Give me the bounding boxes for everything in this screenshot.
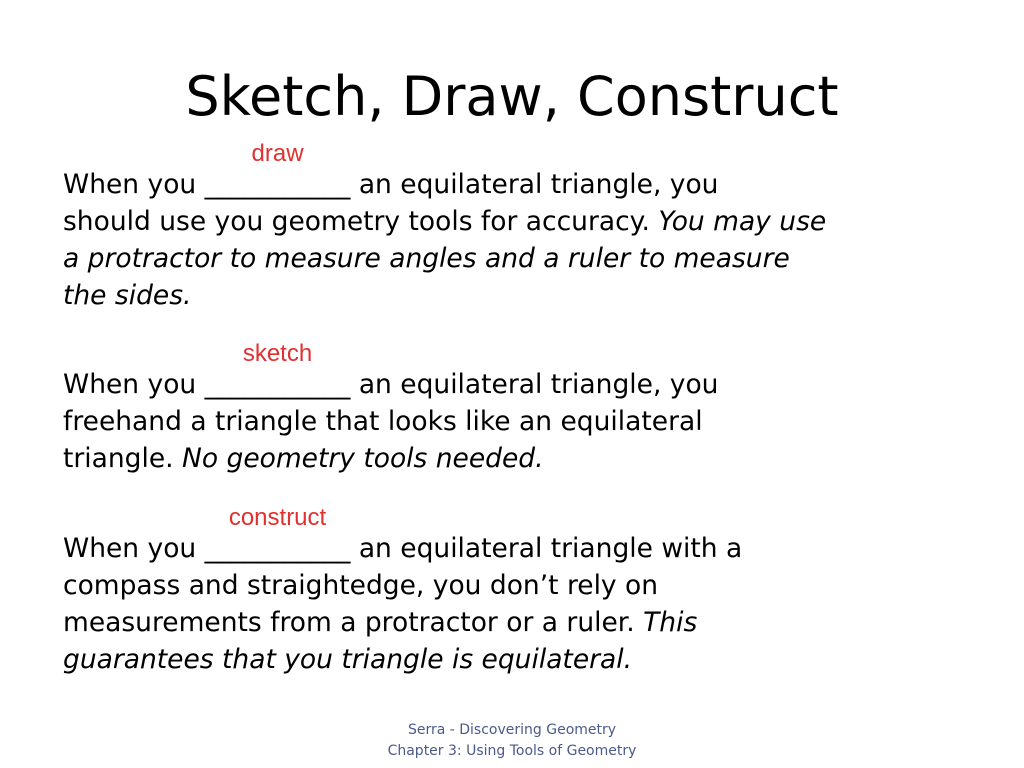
paragraph-draw xyxy=(63,140,968,314)
fill-in-blank xyxy=(204,340,351,403)
paragraph-line xyxy=(63,504,968,567)
blank-underline: ___________ xyxy=(204,369,351,400)
line-prefix: When you xyxy=(63,169,205,200)
paragraph-line xyxy=(63,440,968,477)
line-prefix: When you xyxy=(63,533,205,564)
paragraph-line xyxy=(63,340,968,403)
line-text: measurements from a protractor or a ruler. xyxy=(63,607,644,638)
line-text: an equilateral triangle, you xyxy=(350,169,719,200)
line-text: triangle. xyxy=(63,443,183,474)
paragraph-line: guarantees that you triangle is equilateral. xyxy=(63,644,633,675)
paragraph-line: compass and straightedge, you don’t rely on xyxy=(63,570,659,601)
line-text: an equilateral triangle with a xyxy=(350,533,743,564)
blank-answer: draw xyxy=(251,140,304,167)
slide-footer xyxy=(0,720,1024,762)
line-italic-text: This xyxy=(643,607,698,638)
line-text: an equilateral triangle, you xyxy=(350,369,719,400)
line-italic-text: No geometry tools needed. xyxy=(182,443,544,474)
blank-answer: construct xyxy=(228,504,327,531)
blank-underline: ___________ xyxy=(204,533,351,564)
fill-in-blank xyxy=(204,504,351,567)
fill-in-blank xyxy=(204,140,351,203)
footer-source: Serra - Discovering Geometry xyxy=(407,722,617,738)
paragraph-line xyxy=(63,203,968,240)
paragraph-line: the sides. xyxy=(63,280,192,311)
paragraph-line xyxy=(63,140,968,203)
line-prefix: When you xyxy=(63,369,205,400)
blank-underline: ___________ xyxy=(204,169,351,200)
line-text: should use you geometry tools for accuracy. xyxy=(63,206,659,237)
paragraph-line xyxy=(63,604,968,641)
line-italic-text: You may use xyxy=(658,206,827,237)
slide-title: Sketch, Draw, Construct xyxy=(185,65,839,128)
paragraph-sketch xyxy=(63,340,968,477)
blank-answer: sketch xyxy=(242,340,313,367)
paragraph-line: a protractor to measure angles and a ruler to measure xyxy=(63,243,790,274)
paragraph-line: freehand a triangle that looks like an equilateral xyxy=(63,406,703,437)
paragraph-construct xyxy=(63,504,968,678)
footer-chapter: Chapter 3: Using Tools of Geometry xyxy=(387,743,637,759)
